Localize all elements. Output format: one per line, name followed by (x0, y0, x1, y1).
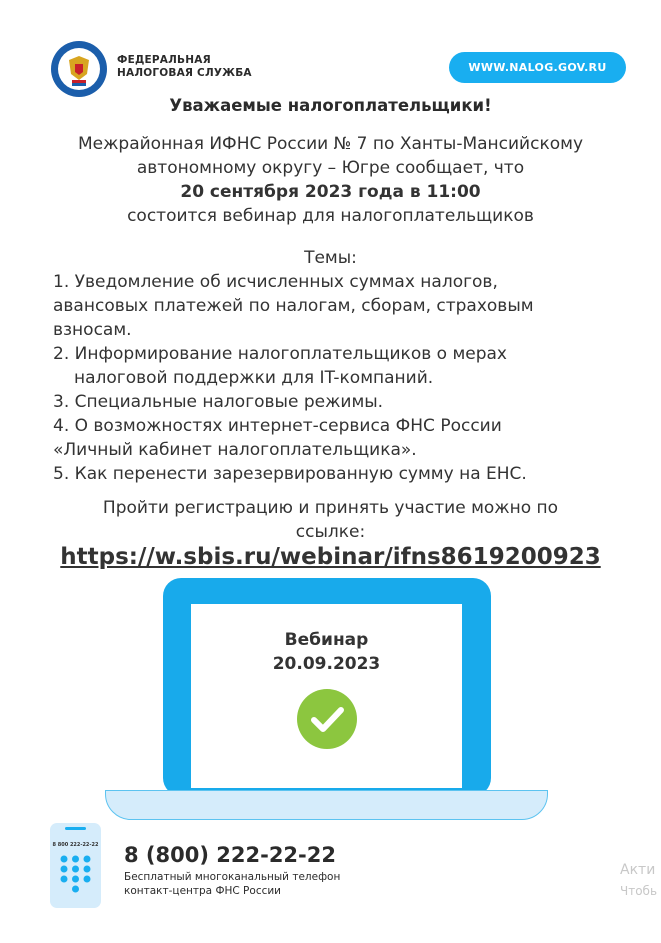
fns-emblem-logo (50, 40, 108, 98)
intro-line-2: автономному округу – Югре сообщает, что (136, 158, 525, 178)
phone-icon-number: 8 800 222-22-22 (52, 842, 99, 848)
website-button[interactable]: WWW.NALOG.GOV.RU (449, 52, 626, 83)
greeting-heading: Уважаемые налогоплательщики! (169, 96, 492, 115)
webinar-title: Вебинар (284, 630, 369, 650)
registration-link[interactable]: https://w.sbis.ru/webinar/ifns8619200923 (60, 544, 601, 570)
topic-line: 1. Уведомление об исчисленных суммах налогов, (53, 272, 498, 292)
agency-name-line2: НАЛОГОВАЯ СЛУЖБА (117, 67, 252, 79)
topic-line: 5. Как перенести зарезервированную сумму на ЕНС. (53, 464, 527, 484)
agency-name-line1: ФЕДЕРАЛЬНАЯ (117, 54, 211, 66)
registration-line-1: Пройти регистрацию и принять участие можно по (102, 498, 559, 518)
phone-icon (50, 823, 101, 908)
topic-line: взносам. (53, 320, 132, 340)
registration-line-2: ссылке: (295, 522, 366, 542)
topic-line: налоговой поддержки для IT-компаний. (74, 368, 434, 388)
checkmark-icon (297, 689, 357, 749)
activation-watermark-line1: Акти (620, 862, 656, 878)
topic-line: авансовых платежей по налогам, сборам, страховым (53, 296, 534, 316)
topic-line: «Личный кабинет налогоплательщика». (53, 440, 417, 460)
topics-heading: Темы: (304, 248, 357, 268)
topic-line: 3. Специальные налоговые режимы. (53, 392, 384, 412)
webinar-date-time: 20 сентября 2023 года в 11:00 (180, 182, 481, 202)
topics-list (53, 270, 633, 486)
agency-name (117, 54, 252, 80)
topic-line: 4. О возможностях интернет-сервиса ФНС России (53, 416, 502, 436)
webinar-date: 20.09.2023 (272, 654, 381, 674)
laptop-webinar-label (191, 628, 462, 676)
laptop-base (105, 790, 548, 820)
intro-line-1: Межрайонная ИФНС России № 7 по Ханты-Мансийскому (77, 134, 584, 154)
topic-line: 2. Информирование налогоплательщиков о мерах (53, 344, 507, 364)
hotline-number[interactable]: 8 (800) 222-22-22 (124, 843, 336, 867)
intro-line-4: состоится вебинар для налогоплательщиков (127, 206, 534, 226)
hotline-caption-line2: контакт-центра ФНС России (124, 885, 282, 897)
hotline-caption (124, 870, 340, 898)
activation-watermark-line2: Чтобь (620, 884, 658, 898)
hotline-caption-line1: Бесплатный многоканальный телефон (124, 871, 341, 883)
